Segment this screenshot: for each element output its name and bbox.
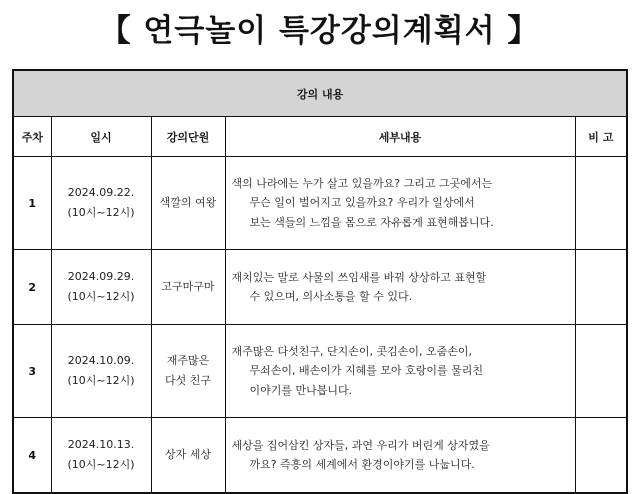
week-cell: 4: [13, 418, 51, 494]
unit-text: 색깔의 여왕: [159, 196, 217, 209]
note-cell: [575, 325, 627, 418]
time-text: (10시~12시): [67, 374, 135, 387]
column-header-note: 비 고: [575, 117, 627, 157]
detail-line: 재주많은 다섯친구, 단지손이, 콧김손이, 오줌손이,: [231, 344, 472, 358]
column-header-unit: 강의단원: [151, 117, 225, 157]
date-cell: [51, 325, 151, 418]
detail-line: 세상을 집어삼킨 상자들, 과연 우리가 버린게 상자였을: [231, 438, 490, 452]
detail-line: 보는 색들의 느낌을 몸으로 자유롭게 표현해봅니다.: [249, 215, 494, 229]
detail-cell: [225, 418, 575, 494]
document-title: 【 연극놀이 특강강의계획서 】: [99, 13, 540, 49]
detail-line: 이야기를 만나봅니다.: [249, 383, 353, 397]
date-text: 2024.09.29.: [67, 270, 135, 283]
table-row: [13, 250, 627, 325]
unit-text: 상자 세상: [164, 448, 211, 461]
table-row: [13, 418, 627, 494]
week-cell: 1: [13, 157, 51, 250]
date-text: 2024.10.09.: [67, 354, 135, 367]
date-text: 2024.09.22.: [67, 186, 135, 199]
date-cell: [51, 250, 151, 325]
detail-line: 무슨 일이 벌어지고 있을까요? 우리가 일상에서: [249, 196, 475, 210]
week-cell: 3: [13, 325, 51, 418]
unit-cell: [151, 157, 225, 250]
time-text: (10시~12시): [67, 206, 135, 219]
time-text: (10시~12시): [67, 458, 135, 471]
detail-cell: [225, 325, 575, 418]
date-cell: [51, 157, 151, 250]
detail-cell: [225, 157, 575, 250]
table-row: [13, 157, 627, 250]
week-cell: 2: [13, 250, 51, 325]
column-header-date: 일시: [51, 117, 151, 157]
column-header-week: 주차: [13, 117, 51, 157]
date-cell: [51, 418, 151, 494]
section-header: 강의 내용: [13, 70, 627, 117]
unit-text: 고구마구마: [161, 280, 215, 293]
unit-cell: [151, 250, 225, 325]
detail-cell: [225, 250, 575, 325]
time-text: (10시~12시): [67, 290, 135, 303]
unit-text: 재주많은: [166, 354, 210, 367]
detail-line: 무쇠손이, 배손이가 지혜를 모아 호랑이를 물리친: [249, 364, 483, 378]
note-cell: [575, 250, 627, 325]
unit-cell: [151, 325, 225, 418]
lecture-plan-table: [12, 69, 628, 494]
date-text: 2024.10.13.: [67, 438, 135, 451]
detail-line: 재치있는 말로 사물의 쓰임새를 바꿔 상상하고 표현할: [231, 270, 487, 284]
unit-cell: [151, 418, 225, 494]
detail-line: 까요? 즉흥의 세계에서 환경이야기를 나눕니다.: [249, 458, 475, 471]
column-header-detail: 세부내용: [225, 117, 575, 157]
detail-line: 색의 나라에는 누가 살고 있을까요? 그리고 그곳에서는: [231, 176, 493, 190]
table-row: [13, 325, 627, 418]
column-header-row: [13, 117, 627, 157]
note-cell: [575, 418, 627, 494]
note-cell: [575, 157, 627, 250]
unit-text: 다섯 친구: [164, 374, 211, 387]
detail-line: 수 있으며, 의사소통을 할 수 있다.: [249, 290, 413, 303]
